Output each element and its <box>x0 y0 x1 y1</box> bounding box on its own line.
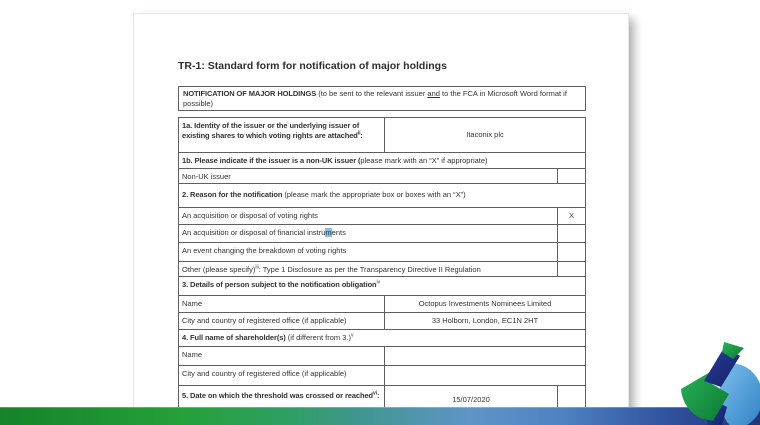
table-row-city-3 <box>179 312 585 329</box>
footer-gradient-bar <box>0 407 760 425</box>
table-row-reason-breakdown <box>179 242 585 261</box>
page-title: TR-1: Standard form for notification of major holdings <box>178 60 447 72</box>
city-label: City and country of registered office (if applicable) <box>182 316 347 325</box>
row-1b-label: 1b. Please indicate if the issuer is a non-UK issuer (please mark with an “X” if appropriate) <box>182 156 488 165</box>
row-1a-value: Itaconix plc <box>384 118 585 152</box>
notification-box: NOTIFICATION OF MAJOR HOLDINGS (to be sent to the relevant issuer and to the FCA in Microsoft Word format if possible) <box>178 86 586 111</box>
non-uk-issuer-checkbox-cell <box>557 169 585 183</box>
table-row-reason-voting-rights <box>179 207 585 224</box>
underlined-word: and <box>427 89 440 98</box>
reason-label: An acquisition or disposal of voting rights <box>182 211 318 220</box>
reason-checkbox-cell <box>557 243 585 261</box>
name-value <box>384 347 585 365</box>
form-table <box>178 117 586 424</box>
non-uk-issuer-label: Non-UK issuer <box>182 172 231 181</box>
row-5-value: 15/07/2020 <box>384 386 557 423</box>
search-highlight: m <box>325 228 332 237</box>
reason-label: An event changing the breakdown of voting rights <box>182 246 347 255</box>
table-row-1b-header <box>179 152 585 168</box>
table-row-reason-other <box>179 261 585 276</box>
city-label: City and country of registered office (if applicable) <box>182 369 347 378</box>
reason-checkbox-cell <box>557 225 585 242</box>
name-value: Octopus Investments Nominees Limited <box>384 296 585 312</box>
reason-label: An acquisition or disposal of financial instruments <box>182 228 346 237</box>
recycle-arrows-logo-icon <box>677 339 760 425</box>
table-row-city-4 <box>179 365 585 385</box>
city-value <box>384 366 585 385</box>
name-label: Name <box>182 350 203 359</box>
table-row-section-3-header <box>179 276 585 295</box>
document-page <box>133 13 629 425</box>
row-5-label: 5. Date on which the threshold was crossed or reached$^{vi}$: <box>182 390 380 400</box>
table-row-section-2-header <box>179 183 585 207</box>
table-row-section-4-header <box>179 329 585 346</box>
section-3-label: 3. Details of person subject to the notification obligation$^{iv}$ <box>182 279 381 289</box>
table-row-name-3 <box>179 295 585 312</box>
document-content <box>178 14 586 424</box>
table-row-1a <box>179 118 585 152</box>
section-2-label: 2. Reason for the notification (please mark the appropriate box or boxes with an “X”) <box>182 190 466 199</box>
reason-other-label: Other (please specify)$^{iii}$: Type 1 Disclosure as per the Transparency Directive II Regulation <box>182 264 481 274</box>
section-4-label: 4. Full name of shareholder(s) (if different from 3.)$^v$ <box>182 332 354 342</box>
table-row-reason-financial-instruments <box>179 224 585 242</box>
notification-box-bold-text: NOTIFICATION OF MAJOR HOLDINGS <box>183 89 317 98</box>
reason-checkbox-cell: X <box>557 208 585 224</box>
name-label: Name <box>182 299 203 308</box>
row-1a-label: 1a. Identity of the issuer or the underlying issuer of existing shares to which voting rights are attached$^{ii}$: <box>182 121 363 140</box>
table-row-name-4 <box>179 346 585 365</box>
city-value: 33 Holborn, London, EC1N 2HT <box>384 313 585 329</box>
table-row-non-uk-issuer <box>179 168 585 183</box>
reason-checkbox-cell <box>557 262 585 276</box>
